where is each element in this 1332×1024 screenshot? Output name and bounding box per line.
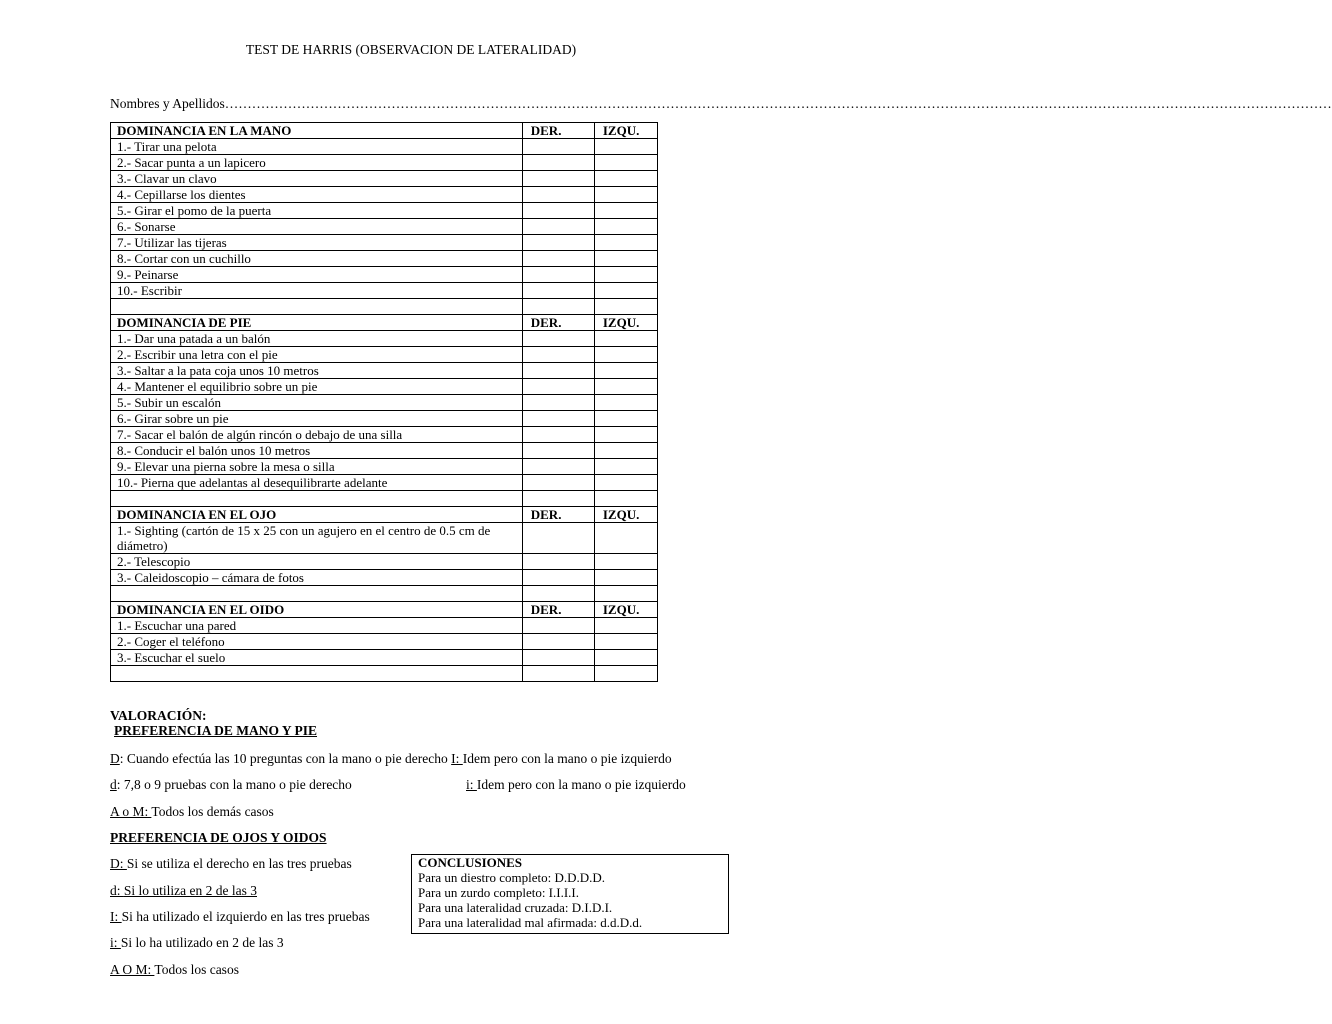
der-cell[interactable] bbox=[522, 203, 594, 219]
izq-cell[interactable] bbox=[594, 427, 657, 443]
der-column-header: DER. bbox=[522, 123, 594, 139]
empty-cell bbox=[111, 299, 523, 315]
der-cell[interactable] bbox=[522, 251, 594, 267]
izq-cell[interactable] bbox=[594, 235, 657, 251]
test-item-label: 6.- Girar sobre un pie bbox=[111, 411, 523, 427]
valoracion-heading: VALORACIÓN: bbox=[110, 708, 207, 723]
izq-cell[interactable] bbox=[594, 363, 657, 379]
test-item-row bbox=[111, 347, 658, 363]
der-cell[interactable] bbox=[522, 395, 594, 411]
izq-cell[interactable] bbox=[594, 331, 657, 347]
der-cell[interactable] bbox=[522, 171, 594, 187]
o-i-lower-key: i: bbox=[110, 935, 121, 950]
izq-cell[interactable] bbox=[594, 347, 657, 363]
der-column-header: DER. bbox=[522, 315, 594, 331]
empty-cell bbox=[522, 666, 594, 682]
conclusiones-box bbox=[411, 854, 729, 934]
document-title: TEST DE HARRIS (OBSERVACION DE LATERALIDAD) bbox=[245, 42, 577, 57]
test-item-label: 5.- Girar el pomo de la puerta bbox=[111, 203, 523, 219]
empty-cell bbox=[594, 299, 657, 315]
laterality-table bbox=[110, 122, 658, 682]
izq-cell[interactable] bbox=[594, 475, 657, 491]
d-upper-line bbox=[110, 751, 672, 767]
test-item-label: 9.- Peinarse bbox=[111, 267, 523, 283]
test-item-label: 7.- Sacar el balón de algún rincón o debajo de una silla bbox=[111, 427, 523, 443]
izq-cell[interactable] bbox=[594, 634, 657, 650]
test-item-row bbox=[111, 618, 658, 634]
izq-column-header: IZQU. bbox=[594, 507, 657, 523]
section-header-row bbox=[111, 123, 658, 139]
spacer-row bbox=[111, 666, 658, 682]
izq-cell[interactable] bbox=[594, 411, 657, 427]
aom-text: Todos los demás casos bbox=[151, 804, 274, 819]
d-lower-text: : 7,8 o 9 pruebas con la mano o pie derecho bbox=[116, 777, 352, 792]
spacer-row bbox=[111, 491, 658, 507]
der-cell[interactable] bbox=[522, 570, 594, 586]
o-i-upper-key: I: bbox=[110, 909, 122, 924]
test-item-row bbox=[111, 475, 658, 491]
der-cell[interactable] bbox=[522, 155, 594, 171]
conclusion-line: Para un zurdo completo: I.I.I.I. bbox=[418, 885, 580, 900]
section-heading: DOMINANCIA EN EL OJO bbox=[111, 507, 523, 523]
test-item-row bbox=[111, 139, 658, 155]
conclusion-line: Para una lateralidad mal afirmada: d.d.D.d. bbox=[418, 915, 643, 930]
test-item-row bbox=[111, 331, 658, 347]
d-upper-text: : Cuando efectúa las 10 preguntas con la mano o pie derecho bbox=[119, 751, 452, 766]
test-item-row bbox=[111, 203, 658, 219]
empty-cell bbox=[522, 491, 594, 507]
aom-line bbox=[110, 804, 274, 820]
test-item-label: 1.- Sighting (cartón de 15 x 25 con un agujero en el centro de 0.5 cm de diámetro) bbox=[111, 523, 523, 554]
der-cell[interactable] bbox=[522, 139, 594, 155]
der-cell[interactable] bbox=[522, 283, 594, 299]
der-column-header: DER. bbox=[522, 602, 594, 618]
der-cell[interactable] bbox=[522, 219, 594, 235]
der-cell[interactable] bbox=[522, 475, 594, 491]
o-d-upper-key: D: bbox=[110, 856, 127, 871]
i-upper-key: I: bbox=[451, 751, 463, 766]
test-item-row bbox=[111, 411, 658, 427]
test-item-label: 1.- Dar una patada a un balón bbox=[111, 331, 523, 347]
izq-cell[interactable] bbox=[594, 283, 657, 299]
test-item-label: 4.- Mantener el equilibrio sobre un pie bbox=[111, 379, 523, 395]
der-column-header: DER. bbox=[522, 507, 594, 523]
spacer-row bbox=[111, 299, 658, 315]
izq-cell[interactable] bbox=[594, 443, 657, 459]
o-i-lower-line bbox=[110, 935, 284, 951]
izq-cell[interactable] bbox=[594, 570, 657, 586]
test-item-label: 2.- Telescopio bbox=[111, 554, 523, 570]
test-item-label: 10.- Pierna que adelantas al desequilibrarte adelante bbox=[111, 475, 523, 491]
der-cell[interactable] bbox=[522, 235, 594, 251]
test-item-label: 8.- Conducir el balón unos 10 metros bbox=[111, 443, 523, 459]
izq-cell[interactable] bbox=[594, 554, 657, 570]
section-heading: DOMINANCIA DE PIE bbox=[111, 315, 523, 331]
test-item-label: 10.- Escribir bbox=[111, 283, 523, 299]
section-heading: DOMINANCIA EN EL OIDO bbox=[111, 602, 523, 618]
empty-cell bbox=[594, 491, 657, 507]
test-item-row bbox=[111, 187, 658, 203]
der-cell[interactable] bbox=[522, 411, 594, 427]
izq-cell[interactable] bbox=[594, 139, 657, 155]
der-cell[interactable] bbox=[522, 443, 594, 459]
o-i-upper-line bbox=[110, 909, 370, 925]
o-aom-line bbox=[110, 962, 239, 978]
test-item-row bbox=[111, 443, 658, 459]
izq-cell[interactable] bbox=[594, 650, 657, 666]
der-cell[interactable] bbox=[522, 650, 594, 666]
test-item-label: 7.- Utilizar las tijeras bbox=[111, 235, 523, 251]
o-d-lower-line bbox=[110, 883, 257, 899]
test-item-row bbox=[111, 283, 658, 299]
aom-key: A o M: bbox=[110, 804, 152, 819]
o-d-lower-text: Si lo utiliza en 2 de las 3 bbox=[123, 883, 257, 898]
i-lower-line bbox=[466, 777, 686, 793]
der-cell[interactable] bbox=[522, 618, 594, 634]
test-item-row bbox=[111, 523, 658, 554]
empty-cell bbox=[522, 299, 594, 315]
empty-cell bbox=[111, 491, 523, 507]
conclusion-line: Para un diestro completo: D.D.D.D. bbox=[418, 870, 606, 885]
der-cell[interactable] bbox=[522, 363, 594, 379]
o-d-lower-key: d: bbox=[110, 883, 124, 898]
der-cell[interactable] bbox=[522, 634, 594, 650]
test-item-row bbox=[111, 554, 658, 570]
test-item-row bbox=[111, 395, 658, 411]
o-aom-text: Todos los casos bbox=[154, 962, 239, 977]
izq-cell[interactable] bbox=[594, 379, 657, 395]
test-item-row bbox=[111, 650, 658, 666]
test-item-label: 2.- Sacar punta a un lapicero bbox=[111, 155, 523, 171]
conclusion-line: Para una lateralidad cruzada: D.I.D.I. bbox=[418, 900, 613, 915]
o-i-upper-text: Si ha utilizado el izquierdo en las tres pruebas bbox=[121, 909, 370, 924]
der-cell[interactable] bbox=[522, 347, 594, 363]
section-header-row bbox=[111, 507, 658, 523]
test-item-label: 2.- Escribir una letra con el pie bbox=[111, 347, 523, 363]
d-upper-key: D bbox=[110, 751, 120, 766]
izq-cell[interactable] bbox=[594, 155, 657, 171]
izq-cell[interactable] bbox=[594, 618, 657, 634]
o-d-upper-text: Si se utiliza el derecho en las tres pruebas bbox=[126, 856, 352, 871]
test-item-label: 2.- Coger el teléfono bbox=[111, 634, 523, 650]
izq-cell[interactable] bbox=[594, 459, 657, 475]
test-item-label: 3.- Clavar un clavo bbox=[111, 171, 523, 187]
der-cell[interactable] bbox=[522, 267, 594, 283]
test-item-row bbox=[111, 459, 658, 475]
section-heading: DOMINANCIA EN LA MANO bbox=[111, 123, 523, 139]
der-cell[interactable] bbox=[522, 379, 594, 395]
empty-cell bbox=[594, 586, 657, 602]
i-lower-key: i: bbox=[466, 777, 477, 792]
name-field-line: Nombres y Apellidos………………………………………………………………………………………………………………………………………………………………………………………………………………………… bbox=[110, 96, 1332, 111]
test-item-row bbox=[111, 219, 658, 235]
izq-cell[interactable] bbox=[594, 267, 657, 283]
izq-cell[interactable] bbox=[594, 395, 657, 411]
test-item-row bbox=[111, 267, 658, 283]
mano-pie-heading: PREFERENCIA DE MANO Y PIE bbox=[114, 723, 318, 738]
spacer-row bbox=[111, 586, 658, 602]
izq-cell[interactable] bbox=[594, 203, 657, 219]
d-lower-key: d bbox=[110, 777, 117, 792]
o-i-lower-text: Si lo ha utilizado en 2 de las 3 bbox=[120, 935, 284, 950]
i-lower-text: Idem pero con la mano o pie izquierdo bbox=[476, 777, 686, 792]
test-item-row bbox=[111, 379, 658, 395]
izq-column-header: IZQU. bbox=[594, 315, 657, 331]
der-cell[interactable] bbox=[522, 523, 594, 554]
test-item-row bbox=[111, 155, 658, 171]
izq-cell[interactable] bbox=[594, 251, 657, 267]
der-cell[interactable] bbox=[522, 459, 594, 475]
o-aom-key: A O M: bbox=[110, 962, 155, 977]
test-item-label: 6.- Sonarse bbox=[111, 219, 523, 235]
der-cell[interactable] bbox=[522, 427, 594, 443]
i-upper-text: Idem pero con la mano o pie izquierdo bbox=[462, 751, 672, 766]
izq-cell[interactable] bbox=[594, 171, 657, 187]
test-item-label: 3.- Saltar a la pata coja unos 10 metros bbox=[111, 363, 523, 379]
test-item-row bbox=[111, 634, 658, 650]
empty-cell bbox=[111, 586, 523, 602]
ojos-oidos-heading: PREFERENCIA DE OJOS Y OIDOS bbox=[110, 830, 327, 845]
d-lower-line bbox=[110, 777, 352, 793]
der-cell[interactable] bbox=[522, 331, 594, 347]
izq-cell[interactable] bbox=[594, 187, 657, 203]
test-item-row bbox=[111, 235, 658, 251]
test-item-label: 4.- Cepillarse los dientes bbox=[111, 187, 523, 203]
izq-cell[interactable] bbox=[594, 523, 657, 554]
der-cell[interactable] bbox=[522, 554, 594, 570]
empty-cell bbox=[522, 586, 594, 602]
section-header-row bbox=[111, 315, 658, 331]
izq-column-header: IZQU. bbox=[594, 123, 657, 139]
test-item-row bbox=[111, 570, 658, 586]
test-item-label: 9.- Elevar una pierna sobre la mesa o silla bbox=[111, 459, 523, 475]
conclusiones-heading: CONCLUSIONES bbox=[418, 855, 523, 870]
test-item-label: 1.- Escuchar una pared bbox=[111, 618, 523, 634]
section-header-row bbox=[111, 602, 658, 618]
test-item-label: 3.- Caleidoscopio – cámara de fotos bbox=[111, 570, 523, 586]
empty-cell bbox=[594, 666, 657, 682]
test-item-label: 3.- Escuchar el suelo bbox=[111, 650, 523, 666]
test-item-row bbox=[111, 427, 658, 443]
o-d-upper-line bbox=[110, 856, 352, 872]
test-item-row bbox=[111, 251, 658, 267]
izq-cell[interactable] bbox=[594, 219, 657, 235]
test-item-label: 5.- Subir un escalón bbox=[111, 395, 523, 411]
test-item-label: 8.- Cortar con un cuchillo bbox=[111, 251, 523, 267]
der-cell[interactable] bbox=[522, 187, 594, 203]
izq-column-header: IZQU. bbox=[594, 602, 657, 618]
empty-cell bbox=[111, 666, 523, 682]
test-item-row bbox=[111, 363, 658, 379]
test-item-row bbox=[111, 171, 658, 187]
test-item-label: 1.- Tirar una pelota bbox=[111, 139, 523, 155]
